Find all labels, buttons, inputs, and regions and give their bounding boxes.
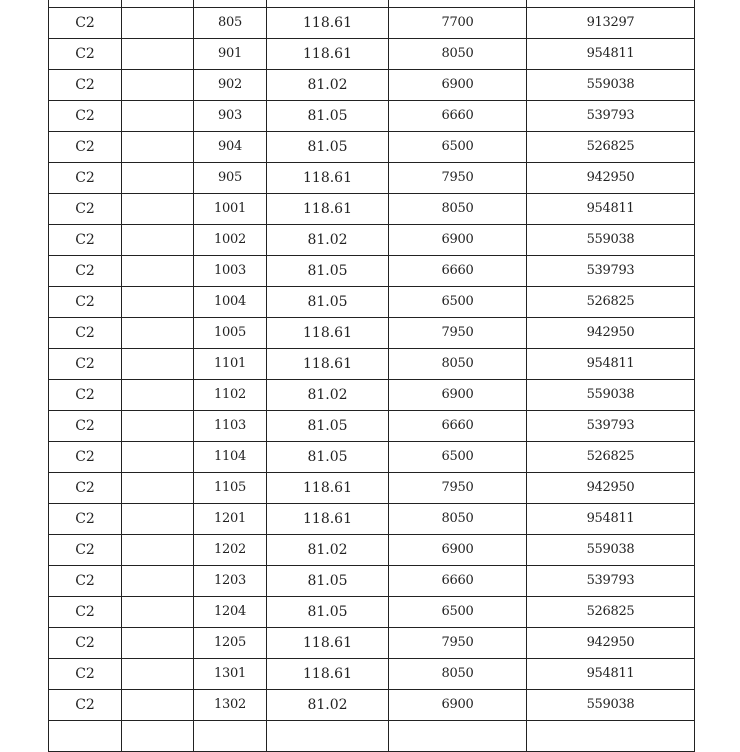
room-number-cell: 1203 [194,566,267,597]
area-cell: 81.02 [267,225,389,256]
room-number-cell: 901 [194,39,267,70]
table-row [49,194,695,225]
table-row [49,256,695,287]
room-number-cell: 1104 [194,442,267,473]
total-price-cell: 559038 [527,380,695,411]
area-cell: 81.05 [267,101,389,132]
room-number-cell: 1201 [194,504,267,535]
table-row [49,8,695,39]
unit-price-cell: 7700 [389,8,527,39]
table-row [49,287,695,318]
unit-price-cell: 8050 [389,39,527,70]
area-cell: 118.61 [267,628,389,659]
area-cell: 81.05 [267,597,389,628]
total-price-cell: 539793 [527,101,695,132]
total-price-cell: 526825 [527,287,695,318]
room-number-cell: 903 [194,101,267,132]
unit-price-cell: 6900 [389,225,527,256]
building-cell: C2 [49,225,122,256]
blank-cell [122,8,194,39]
unit-price-cell: 6660 [389,101,527,132]
total-price-cell: 559038 [527,225,695,256]
blank-cell [122,163,194,194]
room-number-cell: 905 [194,163,267,194]
room-number-cell: 1001 [194,194,267,225]
total-price-cell: 954811 [527,504,695,535]
building-cell: C2 [49,349,122,380]
blank-cell [122,256,194,287]
total-price-cell: 954811 [527,39,695,70]
table-row [49,597,695,628]
room-number-cell: 902 [194,70,267,101]
area-cell: 81.02 [267,380,389,411]
blank-cell [122,380,194,411]
blank-cell [122,566,194,597]
building-cell: C2 [49,194,122,225]
room-number-cell: 1202 [194,535,267,566]
table-row [49,504,695,535]
area-cell: 81.05 [267,256,389,287]
room-number-cell: 1101 [194,349,267,380]
unit-price-cell: 7950 [389,163,527,194]
blank-cell [122,225,194,256]
unit-price-cell: 8050 [389,659,527,690]
total-price-cell: 954811 [527,659,695,690]
total-price-cell: 559038 [527,70,695,101]
room-number-cell: 1204 [194,597,267,628]
area-cell: 81.02 [267,70,389,101]
blank-cell [122,318,194,349]
total-price-cell: 913297 [527,8,695,39]
table-row [49,566,695,597]
total-price-cell: 539793 [527,256,695,287]
building-cell: C2 [49,380,122,411]
table-row [49,225,695,256]
table-row [49,380,695,411]
blank-cell [122,349,194,380]
total-price-cell: 954811 [527,194,695,225]
building-cell: C2 [49,628,122,659]
unit-price-cell: 6900 [389,690,527,721]
building-cell: C2 [49,473,122,504]
building-cell: C2 [49,8,122,39]
building-cell: C2 [49,442,122,473]
table-row [49,659,695,690]
unit-price-cell: 6500 [389,132,527,163]
room-number-cell: 1103 [194,411,267,442]
table-row [49,473,695,504]
area-cell: 118.61 [267,349,389,380]
building-cell: C2 [49,39,122,70]
blank-cell [122,411,194,442]
total-price-cell: 526825 [527,132,695,163]
area-cell: 118.61 [267,473,389,504]
area-cell: 118.61 [267,8,389,39]
room-number-cell: 1205 [194,628,267,659]
table-row [49,690,695,721]
unit-price-cell: 6660 [389,256,527,287]
unit-price-cell: 6500 [389,442,527,473]
table-row [49,628,695,659]
building-cell: C2 [49,566,122,597]
blank-cell [122,504,194,535]
unit-price-cell: 6900 [389,70,527,101]
room-number-cell: 1003 [194,256,267,287]
total-price-cell: 526825 [527,442,695,473]
blank-cell [122,132,194,163]
unit-price-cell: 6500 [389,597,527,628]
room-number-cell: 1004 [194,287,267,318]
area-cell: 118.61 [267,659,389,690]
price-table [48,0,695,752]
blank-cell [122,473,194,504]
table-row [49,318,695,349]
building-cell: C2 [49,659,122,690]
room-number-cell: 805 [194,8,267,39]
total-price-cell: 559038 [527,535,695,566]
area-cell: 81.02 [267,690,389,721]
building-cell: C2 [49,504,122,535]
area-cell: 118.61 [267,504,389,535]
blank-cell [122,690,194,721]
table-row [49,349,695,380]
building-cell: C2 [49,318,122,349]
table-row [49,132,695,163]
total-price-cell: 526825 [527,597,695,628]
unit-price-cell: 8050 [389,349,527,380]
building-cell: C2 [49,597,122,628]
unit-price-cell: 8050 [389,194,527,225]
room-number-cell: 1005 [194,318,267,349]
unit-price-cell: 6660 [389,566,527,597]
area-cell: 118.61 [267,163,389,194]
building-cell: C2 [49,411,122,442]
blank-cell [122,287,194,318]
total-price-cell: 539793 [527,566,695,597]
room-number-cell: 1105 [194,473,267,504]
area-cell: 81.05 [267,566,389,597]
room-number-cell: 1302 [194,690,267,721]
area-cell: 81.05 [267,287,389,318]
unit-price-cell: 6660 [389,411,527,442]
room-number-cell: 1102 [194,380,267,411]
building-cell: C2 [49,101,122,132]
table-row [49,70,695,101]
area-cell: 81.05 [267,442,389,473]
building-cell: C2 [49,690,122,721]
blank-cell [122,628,194,659]
table-row [49,163,695,194]
area-cell: 118.61 [267,39,389,70]
unit-price-cell: 7950 [389,473,527,504]
blank-cell [122,194,194,225]
blank-cell [122,70,194,101]
blank-cell [122,535,194,566]
total-price-cell: 942950 [527,163,695,194]
total-price-cell: 942950 [527,628,695,659]
room-number-cell: 1002 [194,225,267,256]
area-cell: 81.02 [267,535,389,566]
total-price-cell: 539793 [527,411,695,442]
total-price-cell: 559038 [527,690,695,721]
total-price-cell: 942950 [527,473,695,504]
table-row [49,442,695,473]
table-row-partial-bottom [49,721,695,752]
unit-price-cell: 7950 [389,318,527,349]
building-cell: C2 [49,132,122,163]
area-cell: 118.61 [267,318,389,349]
building-cell: C2 [49,163,122,194]
blank-cell [122,442,194,473]
table-row-partial-top [49,0,695,8]
room-number-cell: 904 [194,132,267,163]
blank-cell [122,39,194,70]
unit-price-cell: 8050 [389,504,527,535]
blank-cell [122,101,194,132]
building-cell: C2 [49,256,122,287]
building-cell: C2 [49,535,122,566]
building-cell: C2 [49,70,122,101]
blank-cell [122,597,194,628]
table-body [49,0,695,752]
total-price-cell: 942950 [527,318,695,349]
unit-price-cell: 6900 [389,380,527,411]
room-number-cell: 1301 [194,659,267,690]
area-cell: 81.05 [267,132,389,163]
table-row [49,535,695,566]
total-price-cell: 954811 [527,349,695,380]
table-row [49,39,695,70]
unit-price-cell: 6900 [389,535,527,566]
building-cell: C2 [49,287,122,318]
unit-price-cell: 7950 [389,628,527,659]
unit-price-cell: 6500 [389,287,527,318]
area-cell: 118.61 [267,194,389,225]
blank-cell [122,659,194,690]
price-table-container [48,0,695,752]
table-row [49,411,695,442]
area-cell: 81.05 [267,411,389,442]
table-row [49,101,695,132]
